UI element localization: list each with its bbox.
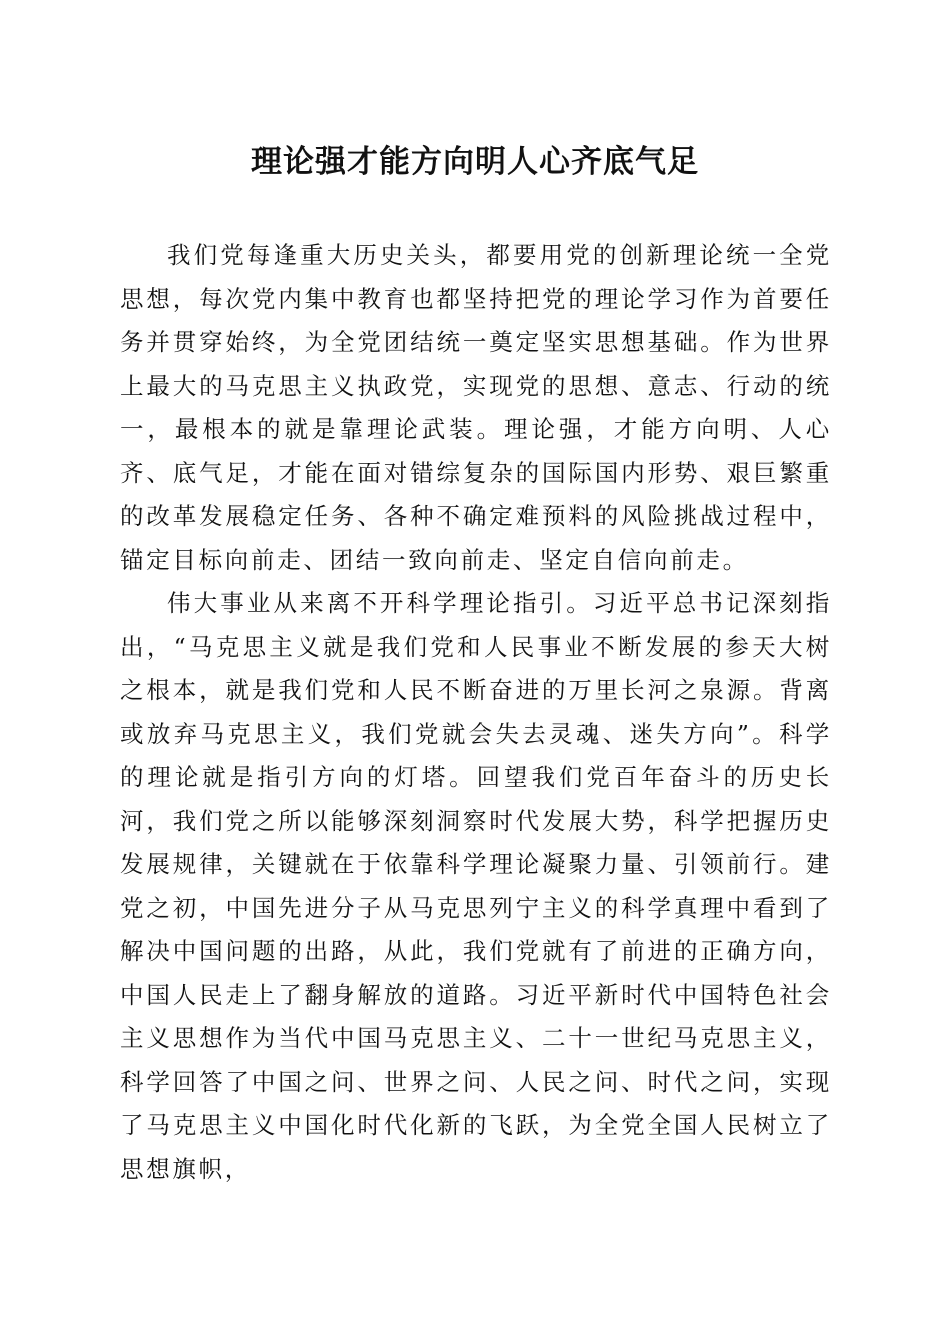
document-title: 理论强才能方向明人心齐底气足: [251, 144, 699, 180]
document-body: [120, 234, 832, 1191]
paragraph-2: 伟大事业从来离不开科学理论指引。习近平总书记深刻指出，“马克思主义就是我们党和人民事业不断发展的参天大树之根本，就是我们党和人民不断奋进的万里长河之泉源。背离或放弃马克思主义，我们党就会失去灵魂、迷失方向”。科学的理论就是指引方向的灯塔。回望我们党百年奋斗的历史长河，我们党之所以能够深刻洞察时代发展大势，科学把握历史发展规律，关键就在于依靠科学理论凝聚力量、引领前行。建党之初，中国先进分子从马克思列宁主义的科学真理中看到了解决中国问题的出路，从此，我们党就有了前进的正确方向，中国人民走上了翻身解放的道路。习近平新时代中国特色社会主义思想作为当代中国马克思主义、二十一世纪马克思主义，科学回答了中国之问、世界之问、人民之问、时代之问，实现了马克思主义中国化时代化新的飞跃，为全党全国人民树立了思想旗帜，: [120, 589, 832, 1183]
paragraph-1: 我们党每逢重大历史关头，都要用党的创新理论统一全党思想，每次党内集中教育也都坚持把党的理论学习作为首要任务并贯穿始终，为全党团结统一奠定坚实思想基础。作为世界上最大的马克思主义执政党，实现党的思想、意志、行动的统一，最根本的就是靠理论武装。理论强，才能方向明、人心齐、底气足，才能在面对错综复杂的国际国内形势、艰巨繁重的改革发展稳定任务、各种不确定难预料的风险挑战过程中，锚定目标向前走、团结一致向前走、坚定自信向前走。: [120, 241, 832, 574]
